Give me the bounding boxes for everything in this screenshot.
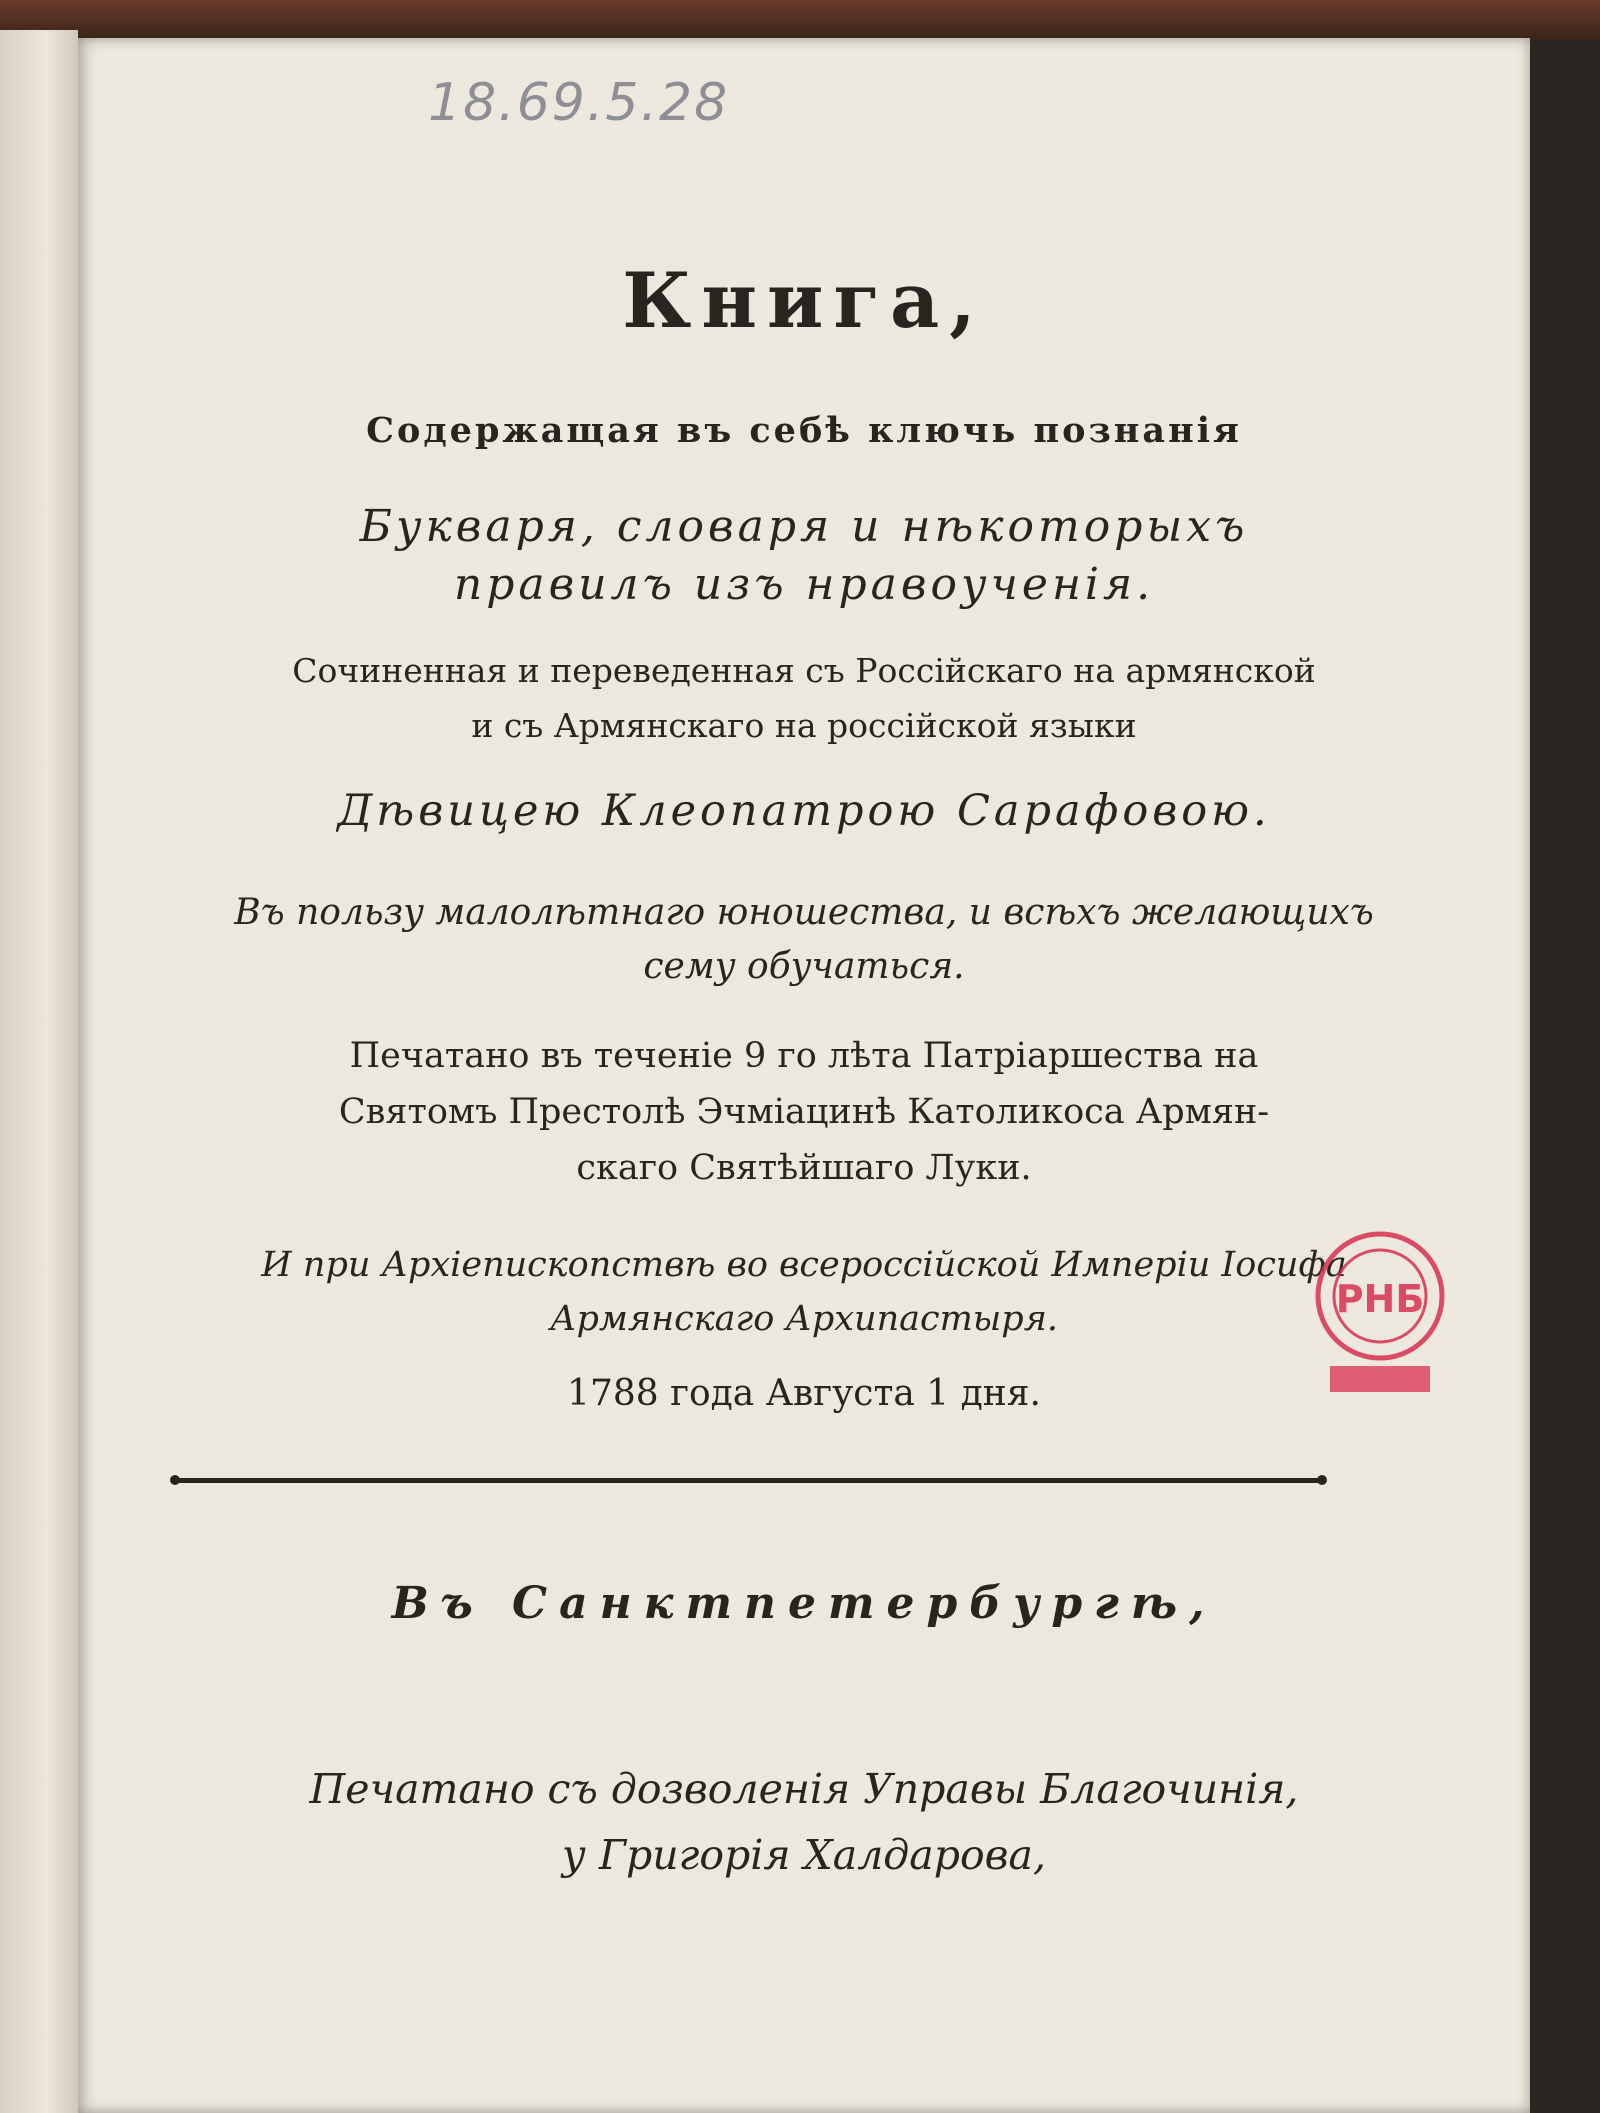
subject-line: правилъ изъ нравоученія.: [453, 559, 1155, 610]
translation-note: [78, 643, 1530, 753]
imprint-line: Печатано съ дозволенія Управы Благочинія,: [309, 1765, 1299, 1813]
purpose-note: [78, 886, 1530, 994]
author-line: Дѣвицею Клеопатрою Сарафовою.: [337, 786, 1271, 836]
purpose-line: сему обучаться.: [643, 946, 965, 987]
imprint-line: у Григорія Халдарова,: [562, 1831, 1046, 1879]
shelfmark-pencil-note: 18.69.5.28: [428, 73, 730, 133]
left-page-edge: [0, 30, 78, 2113]
translation-line: Сочиненная и переведенная съ Россійскаго на армянской: [292, 651, 1316, 690]
purpose-line: Въ пользу малолѣтнаго юношества, и всѣхъ желающихъ: [234, 892, 1374, 933]
archbishop-line: И при Архіепископствѣ во всероссійской Имперіи Іосифа: [261, 1245, 1347, 1285]
translation-line: и съ Армянскаго на россійской языки: [471, 706, 1137, 745]
title-page: [78, 38, 1530, 2113]
publication-city: Въ Санктпетербургѣ,: [391, 1578, 1217, 1629]
printing-note: [78, 1028, 1530, 1196]
decorative-rule: [176, 1478, 1321, 1483]
stamp-lettering: РНБ: [1335, 1277, 1425, 1321]
publication-date: 1788 года Августа 1 дня.: [567, 1373, 1041, 1414]
library-stamp-icon: [1308, 1226, 1453, 1401]
printing-line: Печатано въ теченіе 9 го лѣта Патріаршества на: [349, 1036, 1259, 1076]
book-subject: [78, 498, 1530, 614]
book-title: Книга,: [622, 256, 986, 345]
archbishop-line: Армянскаго Архипастыря.: [549, 1299, 1058, 1339]
printing-line: скаго Святѣйшаго Луки.: [576, 1148, 1032, 1188]
book-top-edge: [0, 0, 1600, 40]
subject-line: Букваря, словаря и нѣкоторыхъ: [359, 501, 1249, 552]
imprint: [78, 1756, 1530, 1888]
book-subtitle: Содержащая въ себѣ ключь познанія: [366, 410, 1242, 451]
printing-line: Святомъ Престолѣ Эчміацинѣ Католикоса Армян-: [338, 1092, 1270, 1132]
